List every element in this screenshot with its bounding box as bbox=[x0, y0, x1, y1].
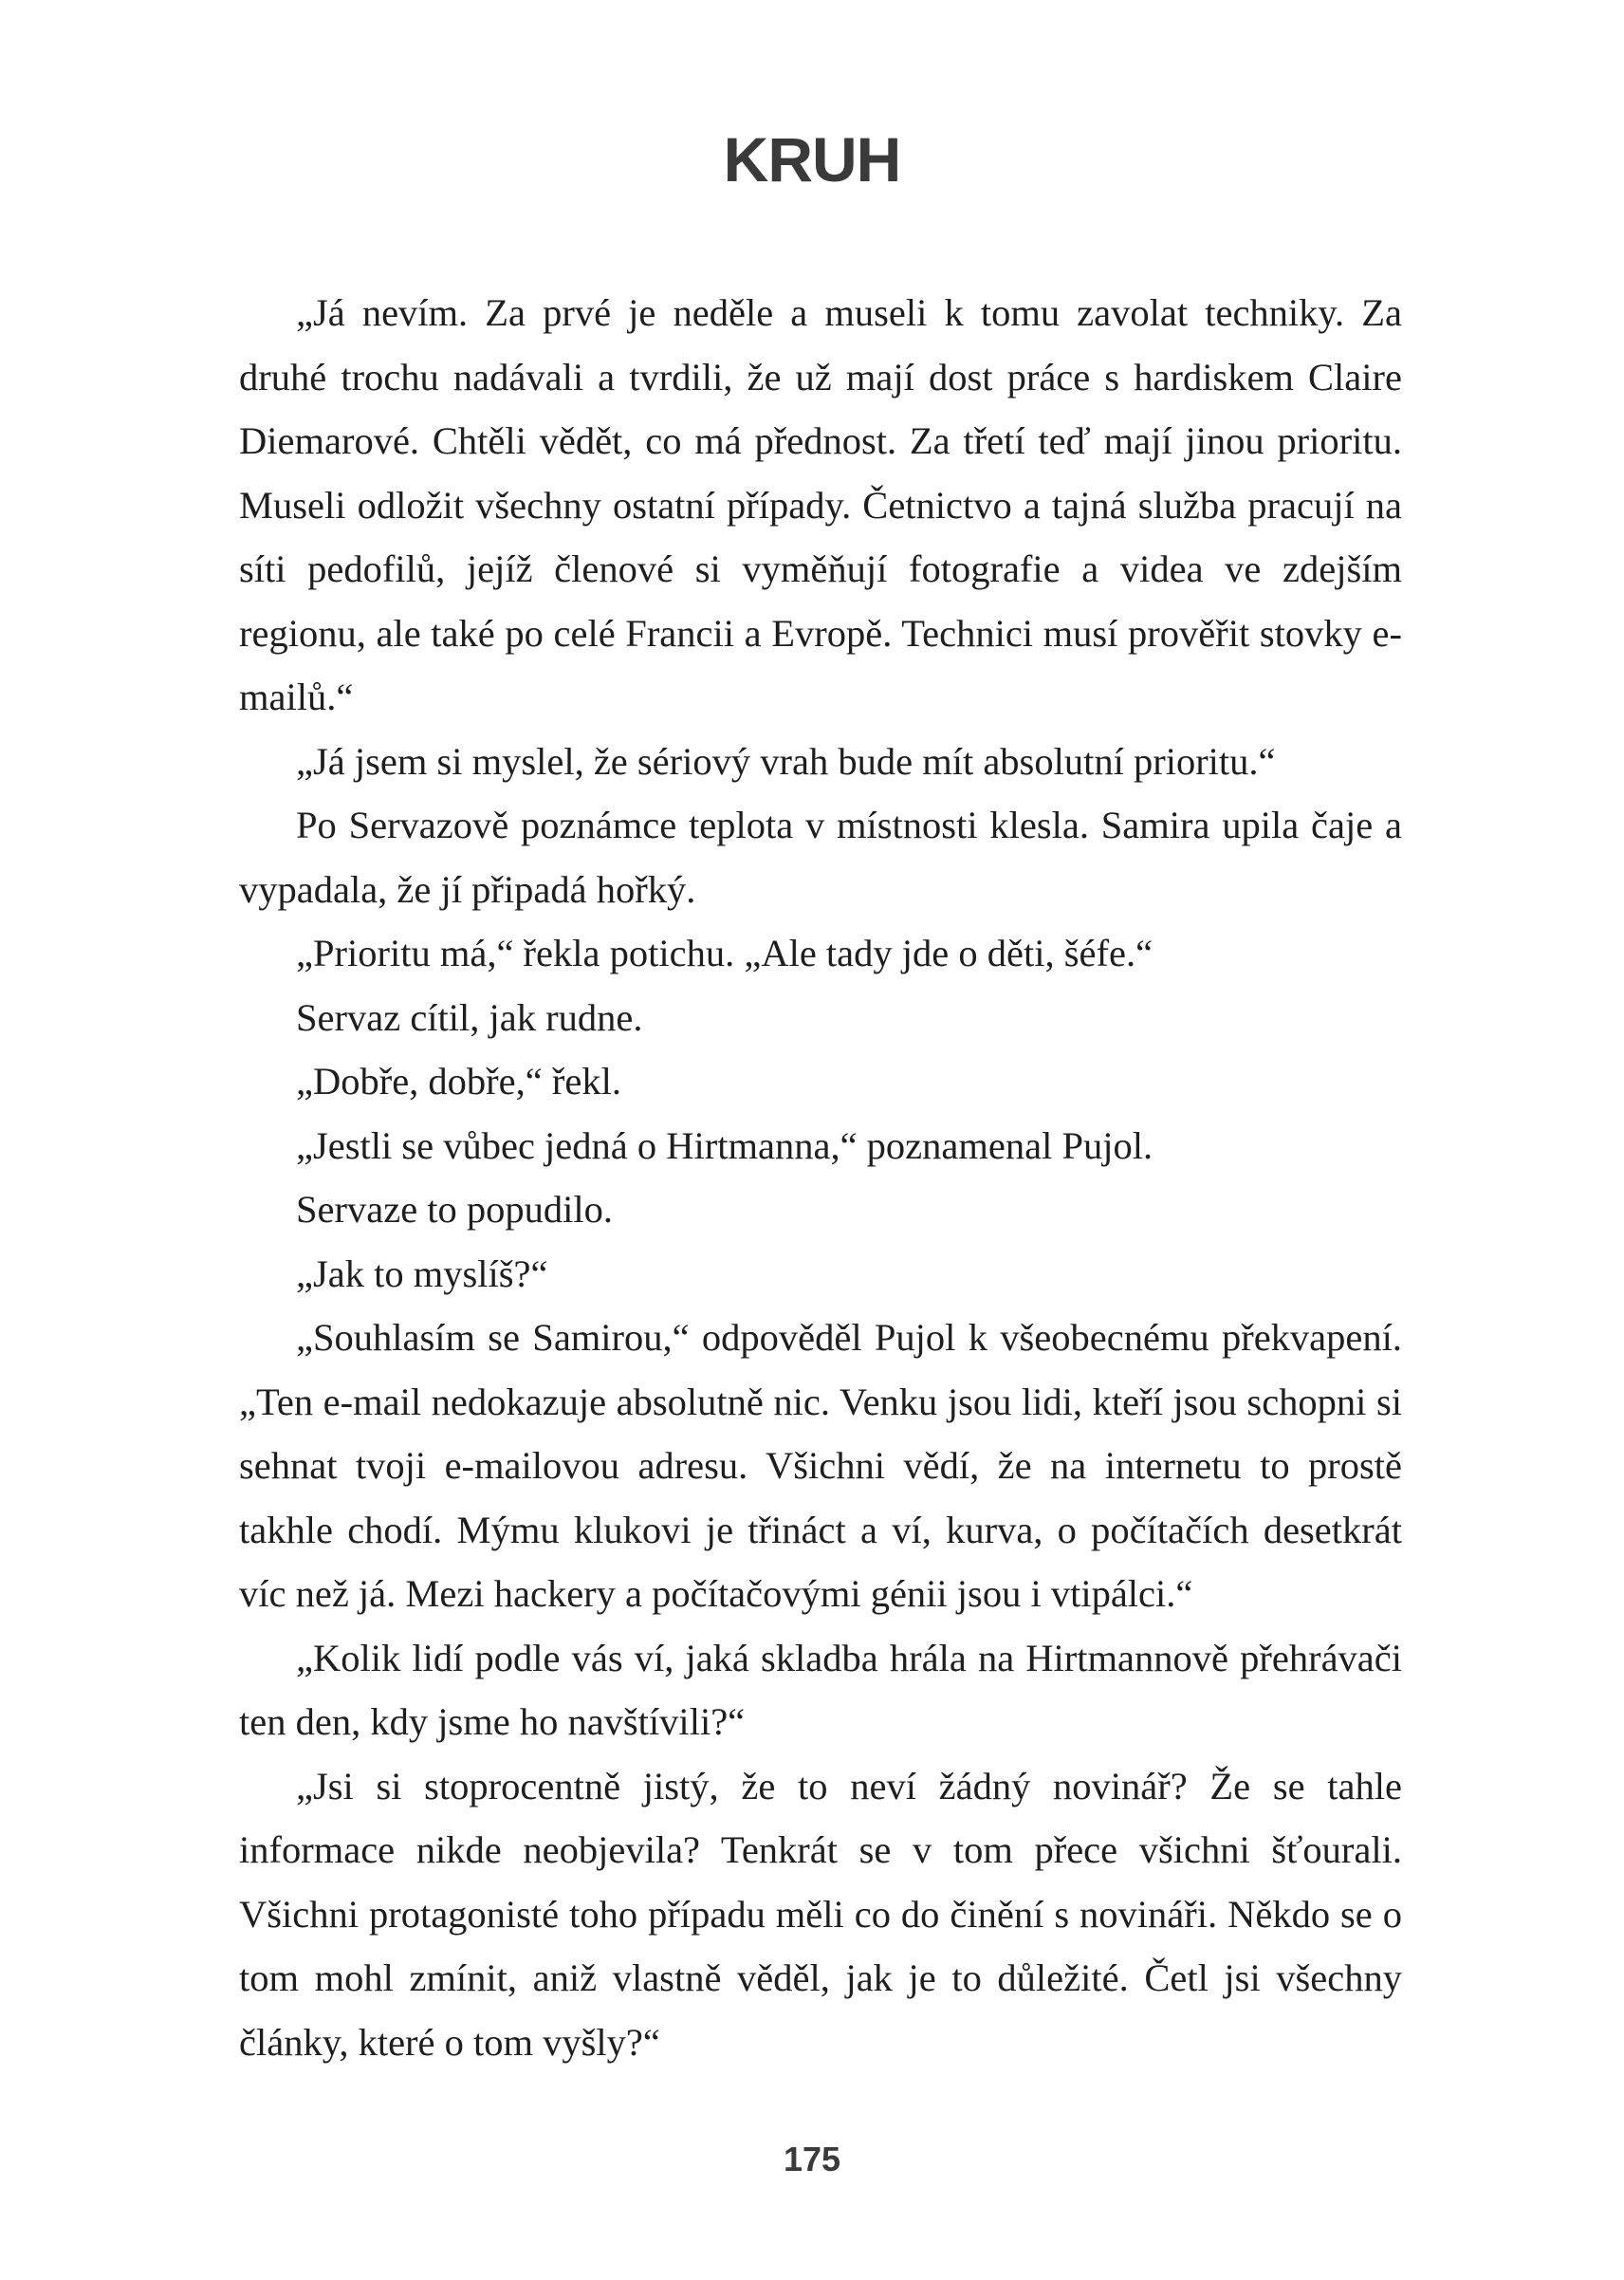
running-head-title: KRUH bbox=[723, 124, 901, 195]
paragraph: „Jak to myslíš?“ bbox=[296, 1251, 548, 1295]
paragraph: „Jestli se vůbec jedná o Hirtmanna,“ poznamenal Pujol. bbox=[296, 1123, 1153, 1167]
paragraph: „Jsi si stoprocentně jistý, že to neví žádný novinář? Že se tahle informace nikde neobjevila? Tenkrát se v tom přece všichni šťourali. Všichni protagonisté toho případu měli co do činění s novináři. Někdo se o tom mohl zmínit, aniž vlastně věděl, jak je to důležité. Četl jsi všechny články, které o tom vyšly?“ bbox=[239, 1764, 1402, 2064]
paragraph: „Já nevím. Za prvé je neděle a museli k tomu zavolat techniky. Za druhé trochu nadávali a tvrdili, že už mají dost práce s hardiskem Claire Diemarové. Chtěli vědět, co má přednost. Za třetí teď mají jinou prioritu. Museli odložit všechny ostatní případy. Četnictvo a tajná služba pracují na síti pedofilů, jejíž členové si vyměňují fotografie a videa ve zdejším regionu, ale také po celé Francii a Evropě. Technici musí prověřit stovky e-mailů.“ bbox=[239, 291, 1402, 718]
paragraph: Servaze to popudilo. bbox=[296, 1188, 614, 1231]
paragraph: „Já jsem si myslel, že sériový vrah bude mít absolutní prioritu.“ bbox=[296, 739, 1276, 783]
paragraph: „Kolik lidí podle vás ví, jaká skladba hrála na Hirtmannově přehrávači ten den, kdy jsme ho navštívili?“ bbox=[239, 1636, 1402, 1743]
paragraph: „Souhlasím se Samirou,“ odpověděl Pujol k všeobecnému překvapení. „Ten e-mail nedokazuje absolutně nic. Venku jsou lidi, kteří jsou schopni si sehnat tvoji e-mailovou adresu. Všichni vědí, že na internetu to prostě takhle chodí. Mýmu klukovi je třináct a ví, kurva, o počítačích desetkrát víc než já. Mezi hackery a počítačovými génii jsou i vtipálci.“ bbox=[239, 1316, 1402, 1615]
paragraph: Servaz cítil, jak rudne. bbox=[296, 995, 643, 1039]
page-number: 175 bbox=[783, 2140, 841, 2178]
body-text bbox=[239, 281, 1402, 2074]
paragraph: „Dobře, dobře,“ řekl. bbox=[296, 1060, 621, 1103]
paragraph: Po Servazově poznámce teplota v místnosti klesla. Samira upila čaje a vypadala, že jí připadá hořký. bbox=[239, 804, 1402, 911]
paragraph: „Prioritu má,“ řekla potichu. „Ale tady jde o děti, šéfe.“ bbox=[296, 932, 1153, 974]
